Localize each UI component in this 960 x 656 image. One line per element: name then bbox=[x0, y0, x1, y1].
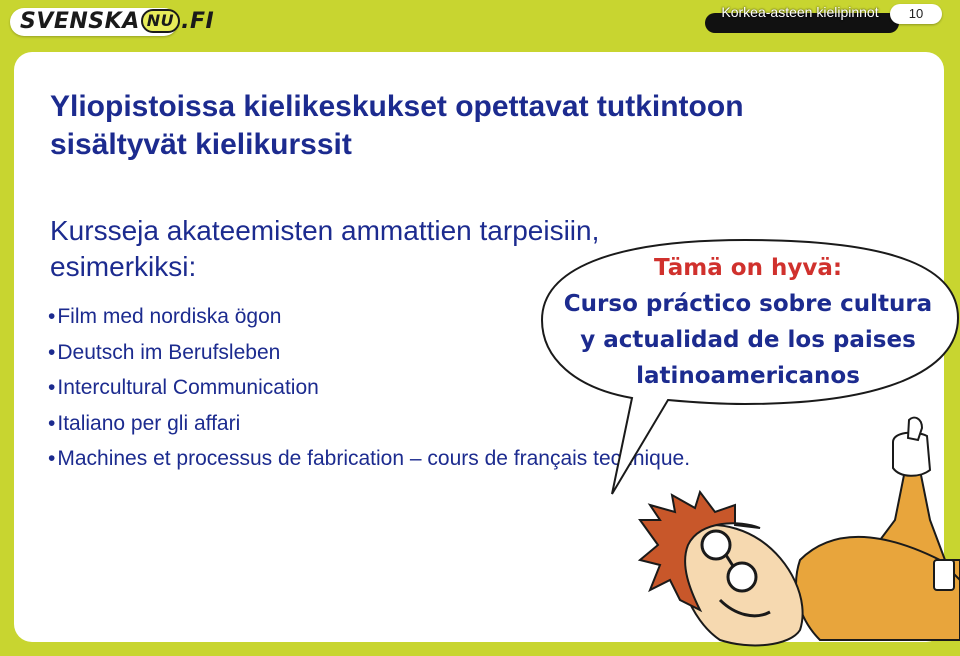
logo-prefix: SVENSKA bbox=[20, 9, 140, 34]
logo-suffix: .FI bbox=[181, 9, 215, 34]
list-item: • Deutsch im Berufsleben bbox=[48, 335, 690, 371]
list-item: • Italiano per gli affari bbox=[48, 406, 690, 442]
list-item: • Machines et processus de fabrication – cours de français technique. bbox=[48, 441, 690, 477]
slide-intro: Kursseja akateemisten ammattien tarpeisiin, esimerkiksi: bbox=[50, 215, 600, 282]
bubble-line-1: Curso práctico sobre cultura bbox=[563, 291, 933, 317]
page-number: 10 bbox=[908, 6, 924, 21]
logo-badge: NU bbox=[141, 9, 180, 33]
section-topic: Korkea-asteen kielipinnot bbox=[721, 4, 879, 20]
list-item: • Film med nordiska ögon bbox=[48, 299, 690, 335]
bubble-heading: Tämä on hyvä: bbox=[653, 255, 843, 281]
bubble-line-3: latinoamericanos bbox=[636, 363, 860, 389]
slide-title: Yliopistoissa kielikeskukset opettavat tutkintoon sisältyvät kielikurssit bbox=[50, 90, 744, 161]
bubble-line-2: y actualidad de los paises bbox=[580, 327, 916, 353]
list-item: • Intercultural Communication bbox=[48, 370, 690, 406]
